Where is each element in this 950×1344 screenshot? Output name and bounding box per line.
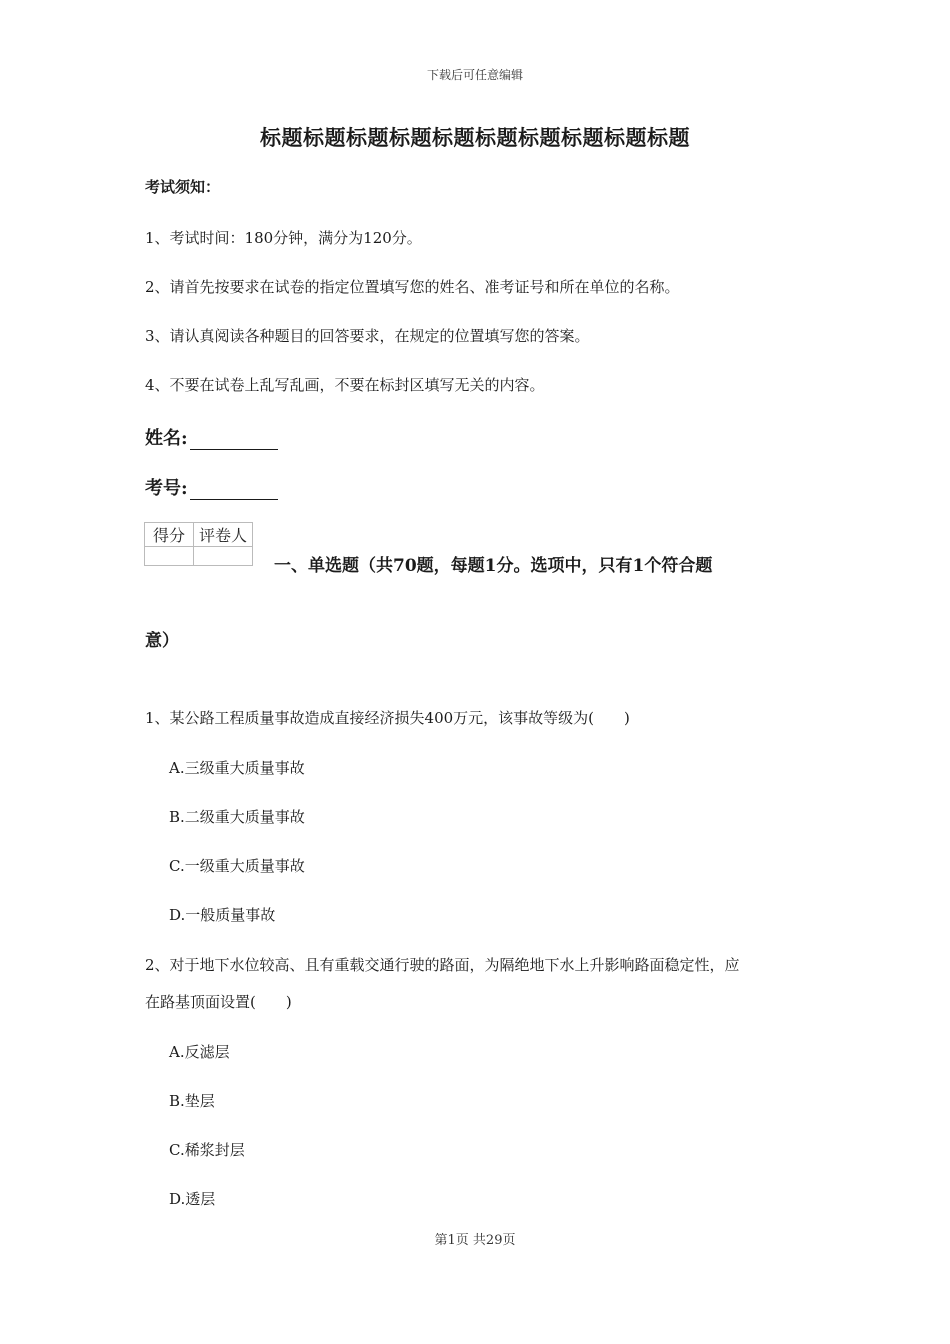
section-heading-continued: 意）: [145, 631, 179, 651]
score-table: [144, 522, 253, 566]
notice-item: 4、不要在试卷上乱写乱画，不要在标封区填写无关的内容。: [145, 376, 545, 394]
score-cell[interactable]: [145, 547, 194, 566]
answer-option: B.二级重大质量事故: [169, 808, 305, 826]
notice-item: 2、请首先按要求在试卷的指定位置填写您的姓名、准考证号和所在单位的名称。: [145, 278, 680, 296]
answer-option: D.透层: [169, 1190, 216, 1208]
answer-option: C.一级重大质量事故: [169, 857, 305, 875]
name-field[interactable]: [145, 424, 278, 450]
question-stem: 1、某公路工程质量事故造成直接经济损失400万元，该事故等级为( ): [145, 709, 630, 727]
question-stem: 2、对于地下水位较高、且有重载交通行驶的路面，为隔绝地下水上升影响路面稳定性，应: [145, 956, 740, 974]
notice-heading: 考试须知：: [145, 178, 221, 196]
name-blank-line[interactable]: [190, 431, 278, 450]
section-heading: 一、单选题（共70题，每题1分。选项中，只有1个符合题: [274, 556, 713, 576]
score-header: 得分: [145, 523, 194, 547]
answer-option: A.反滤层: [169, 1043, 230, 1061]
answer-option: B.垫层: [169, 1092, 215, 1110]
page-header-note: 下载后可任意编辑: [426, 68, 523, 82]
grader-header: 评卷人: [194, 523, 253, 547]
page-number: 第1页 共29页: [434, 1233, 516, 1248]
exam-id-label: 考号:: [145, 478, 188, 499]
notice-item: 3、请认真阅读各种题目的回答要求，在规定的位置填写您的答案。: [145, 327, 590, 345]
exam-id-blank-line[interactable]: [190, 481, 278, 500]
answer-option: C.稀浆封层: [169, 1141, 245, 1159]
question-stem-continued: 在路基顶面设置( ): [145, 993, 292, 1011]
grader-cell[interactable]: [194, 547, 253, 566]
answer-option: D.一般质量事故: [169, 906, 276, 924]
name-label: 姓名:: [145, 428, 188, 449]
notice-item: 1、考试时间：180分钟，满分为120分。: [145, 229, 422, 247]
exam-id-field[interactable]: [145, 474, 278, 500]
document-title: 标题标题标题标题标题标题标题标题标题标题: [260, 125, 690, 150]
answer-option: A.三级重大质量事故: [169, 759, 305, 777]
